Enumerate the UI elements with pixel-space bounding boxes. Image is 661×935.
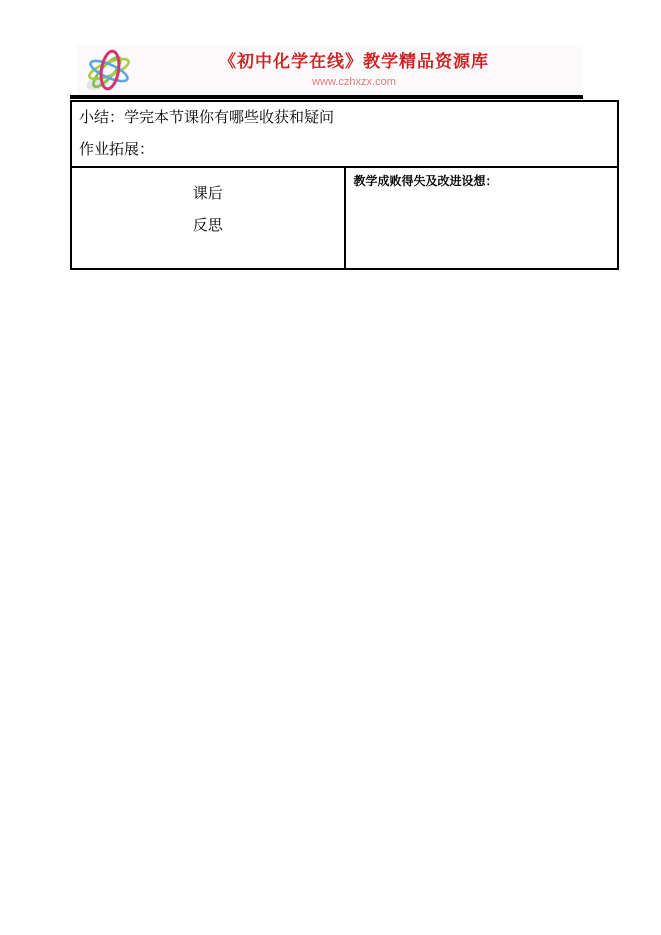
summary-cell (71, 101, 618, 167)
reflection-row (71, 167, 618, 269)
reflection-label-line2: 反思 (192, 218, 223, 234)
header-divider-rule (70, 95, 583, 99)
reflection-label-cell (71, 167, 345, 269)
reflection-content-text: 教学成败得失及改进设想： (353, 174, 498, 188)
lesson-summary-text: 小结：学完本节课你有哪些收获和疑问 (79, 110, 335, 126)
reflection-label-line1: 课后 (192, 186, 223, 202)
site-header-banner (77, 45, 583, 96)
reflection-content-cell (345, 167, 619, 269)
banner-text-block (139, 51, 583, 90)
homework-extension-text: 作业拓展： (79, 142, 155, 158)
logo-container (77, 45, 139, 96)
lesson-plan-table (70, 100, 619, 270)
site-title: 《初中化学在线》教学精品资源库 (219, 52, 489, 71)
site-url: www.czhxzx.com (312, 76, 396, 88)
atom-orbits-logo-icon (81, 47, 135, 95)
summary-row (71, 101, 618, 167)
